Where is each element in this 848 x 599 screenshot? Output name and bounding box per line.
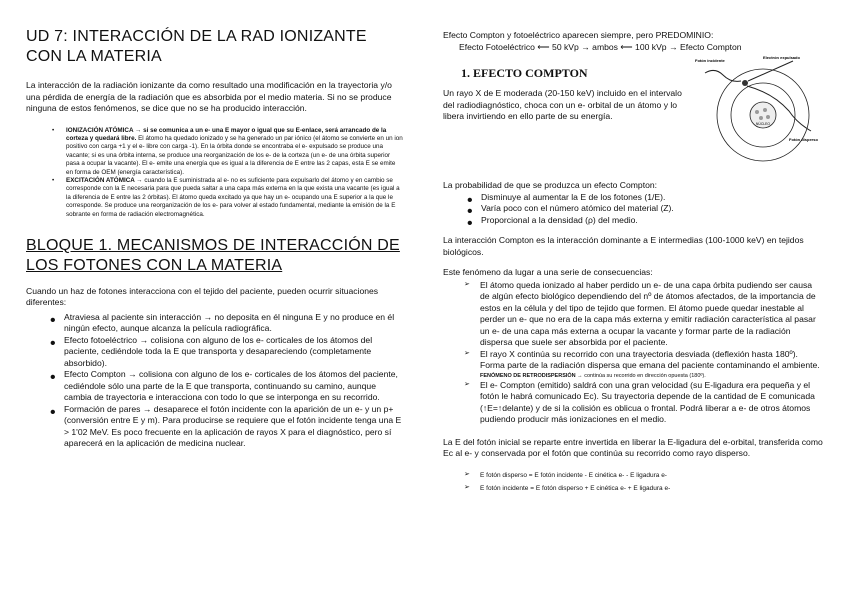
list-item: ➢ El rayo X continúa su recorrido con una trayectoria desviada (deflexión hasta 180º). Forma parte de la radiación dispersa que emana del paciente contaminando el ambiente. FENÓMENO DE RETRODISPERSIÓN → continúa su recorrido en dirección opuesta (180º).: [480, 349, 823, 380]
list-item: ➢ El átomo queda ionizado al haber perdido un e- de una capa órbita pudiendo ser causa de algún efecto biológico dependiendo del nº de átomos afectados, de la importancia de estos en la célula y del tipo de tejido que formen. El átomo puede quedar inestable al perder un e- que no era de la capa más externa y emitir radiación característica al pasar un e- de una capa más externa a ocupar la vacante y formar parte de la radiación dispersa que suele ser absorbida por el paciente.: [480, 280, 823, 349]
incident-photon: [705, 70, 741, 81]
block-intro: Cuando un haz de fotones interacciona con el tejido del paciente, pueden ocurrir situaciones diferentes:: [26, 285, 379, 308]
list-item: • Efecto Compton → colisiona con alguno de los e- corticales de los átomos del paciente, cediéndole sólo una parte de la E que transporta, continuando su camino, aunque cambia de trayectoria e interacciona con todo lo que se interponga en su recorrido.: [64, 369, 404, 404]
list-item: • Disminuye al aumentar la E de los fotones (1/E).: [481, 192, 823, 204]
right-column: [443, 0, 823, 495]
list-item: • Varía poco con el número atómico del material (Z).: [481, 203, 823, 215]
list-item: [66, 127, 404, 177]
predominance-scale: Efecto Fotoeléctrico ⟵ 50 kVp → ambos ⟵ 100 kVp → Efecto Compton: [459, 41, 742, 52]
intro-paragraph: La interacción de la radiación ionizante da como resultado una modificación en la trayectoria y/o una pérdida de energía de la radiación que es absorbida por el medio materia. Si no se produce ninguna de estos fenómenos, se dice que no se ha producido interacción.: [26, 80, 392, 113]
excitation-heading: EXCITACIÓN ATÓMICA →: [66, 176, 143, 184]
electron: [742, 80, 748, 86]
scattered-label: Fotón disperso: [789, 137, 818, 142]
dominant-paragraph: La interacción Compton es la interacción dominante a E intermedias (100-1000 keV) en tejidos biológicos.: [443, 235, 804, 257]
ionization-heading: IONIZACIÓN ATÓMICA → si se comunica a un e- una E mayor o igual que su E-enlace, será arrancado de la corteza y quedará libre.: [66, 126, 387, 142]
formula-list: [480, 470, 823, 495]
electron-label: Electrón expulsado: [763, 55, 800, 60]
compton-intro: Un rayo X de E moderada (20-150 keV) incluido en el intervalo del radiodiagnóstico, choca con un e- orbital de un átomo y lo libera invirtiendo en ello parte de su energía.: [443, 88, 682, 121]
left-column: [26, 0, 404, 450]
atomic-effects-list: [66, 127, 404, 219]
compton-diagram: [693, 53, 823, 163]
list-item: • Formación de pares → desaparece el fotón incidente con la aparición de un e- y un p+ (conversión entre E y m). Para producirse se requiere que el fotón incidente tenga una E > 1'02 MeV. Es poco frecuente en la aplicación de rayos X para el diagnóstico, pero sí aparecerá en la aplicación de medicina nuclear.: [64, 404, 404, 450]
energy-distribution: La E del fotón inicial se reparte entre invertida en liberar la E-ligadura del e-orbital, transferida como Ec al e- y conservada por el fotón que continúa su recorrido como rayo disperso.: [443, 436, 823, 458]
ejected-electron-path: [748, 61, 793, 81]
nucleus-label: NÚCLEO: [755, 122, 771, 126]
list-item: • Proporcional a la densidad (ρ) del medio.: [481, 215, 823, 227]
probability-list: [481, 192, 823, 227]
list-item: [66, 177, 404, 219]
probability-intro: La probabilidad de que se produzca un efecto Compton:: [443, 180, 658, 190]
excitation-text: cuando la E suministrada al e- no es suficiente para expulsarlo del átomo y en cambio se corresponde con la E necesaria para que pueda saltar a una capa más externa en la que exista una vacante (es igual a la diferencia de E entre las 2 órbitas). El átomo queda excitado ya que hay un e- ocupando una E superior a la que le corresponde. Se produce una reorganización de los e- para volver al estado fundamental, mediante la emisión de la E sobrante en forma de radiación electromagnética.: [66, 176, 400, 218]
consequences-intro: Este fenómeno da lugar a una serie de consecuencias:: [443, 267, 653, 277]
block-title: BLOQUE 1. MECANISMOS DE INTERACCIÓN DE LOS FOTONES CON LA MATERIA: [26, 236, 400, 274]
formula-2: ➢ E fotón incidente = E fotón disperso + E cinética e- + E ligadura e-: [480, 483, 823, 495]
formula-1: ➢ E fotón disperso = E fotón incidente - E cinética e- - E ligadura e-: [480, 470, 823, 482]
list-item: • Atraviesa al paciente sin interacción → no deposita en él ninguna E y no produce en él ningún efecto, aunque alcanza la película radiográfica.: [64, 312, 404, 335]
ionization-text: El átomo ha quedado ionizado y se ha generado un par iónico (el átomo se convierte en un ion positivo con carga +1 y el e- libre con carga -1). En la órbita donde se encontraba el e- expulsado se produce una vacante; si es una órbita interna, se produce una reorganización de los e- de la corteza (un e- de una órbita superior pasa a ocupar la vacante). El e- emite una energía que es igual a la diferencia de E entre las 2 capas, esta E se emite en forma de OEM (energía característica).: [66, 134, 403, 176]
page-title: UD 7: INTERACCIÓN DE LA RAD IONIZANTE CON LA MATERIA: [26, 28, 367, 65]
predominance-line: Efecto Compton y fotoeléctrico aparecen siempre, pero PREDOMINIO:: [443, 30, 714, 40]
list-item: • Efecto fotoeléctrico → colisiona con alguno de los e- corticales de los átomos del paciente, cediéndole toda la E que transporta y desapareciendo (completamente absorbido).: [64, 335, 404, 370]
section-heading: 1. EFECTO COMPTON: [461, 66, 588, 80]
consequences-list: [480, 280, 823, 426]
retrodispersion-note: FENÓMENO DE RETRODISPERSIÓN → continúa su recorrido en dirección opuesta (180º).: [480, 372, 706, 379]
list-item: ➢ El e- Compton (emitido) saldrá con una gran velocidad (su E-ligadura era pequeña y el fotón le habrá comunicado Ec). Su trayectoria depende de la cantidad de E comunicada (↑E=↑delante) y de si la colisión es oblicua o frontal. Podrá liberar a e- de otros átomos pudiendo producir más ionizaciones en el medio.: [480, 380, 823, 426]
incident-label: Fotón incidente: [695, 58, 725, 63]
interaction-list: [64, 312, 404, 450]
